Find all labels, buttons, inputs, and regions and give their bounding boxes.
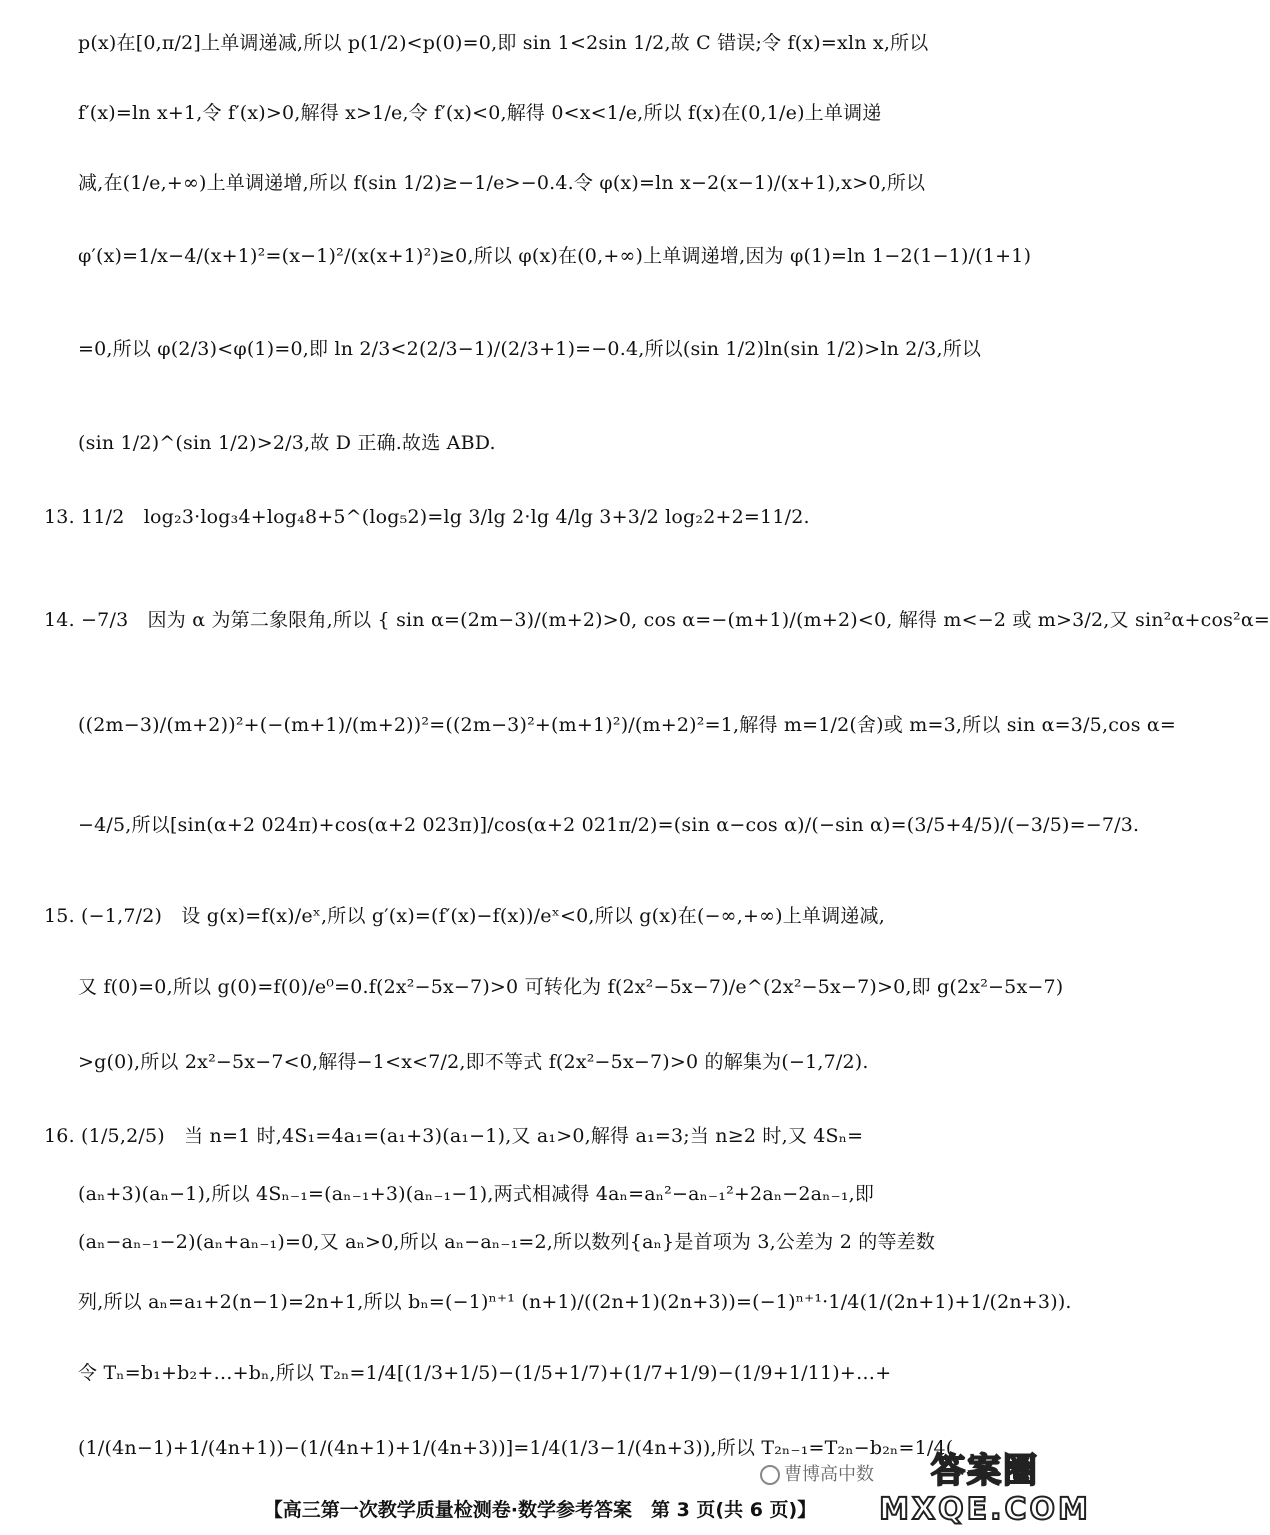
answer-15: 15. (−1,7/2) 设 g(x)=f(x)/eˣ,所以 g′(x)=(f′(x)−f(x))/eˣ<0,所以 g(x)在(−∞,+∞)上单调递减, bbox=[44, 905, 885, 927]
answer-14: 14. −7/3 因为 α 为第二象限角,所以 { sin α=(2m−3)/(m+2)>0, cos α=−(m+1)/(m+2)<0, 解得 m<−2 或 m>3/2,又 sin²α+cos²α= bbox=[44, 609, 1270, 631]
answer-16: 16. (1/5,2/5) 当 n=1 时,4S₁=4a₁=(a₁+3)(a₁−1),又 a₁>0,解得 a₁=3;当 n≥2 时,又 4Sₙ= bbox=[44, 1125, 864, 1147]
text-line: 又 f(0)=0,所以 g(0)=f(0)/e⁰=0.f(2x²−5x−7)>0 可转化为 f(2x²−5x−7)/e^(2x²−5x−7)>0,即 g(2x²−5x−7) bbox=[78, 976, 1064, 998]
logo-bottom-text: MXQE.COM bbox=[879, 1492, 1091, 1527]
text-line: f′(x)=ln x+1,令 f′(x)>0,解得 x>1/e,令 f′(x)<0,解得 0<x<1/e,所以 f(x)在(0,1/e)上单调递 bbox=[78, 102, 882, 124]
text-line: −4/5,所以[sin(α+2 024π)+cos(α+2 023π)]/cos(α+2 021π/2)=(sin α−cos α)/(−sin α)=(3/5+4/5)/(−3/5)=−7/3. bbox=[78, 814, 1140, 836]
text-line: (aₙ−aₙ₋₁−2)(aₙ+aₙ₋₁)=0,又 aₙ>0,所以 aₙ−aₙ₋₁=2,所以数列{aₙ}是首项为 3,公差为 2 的等差数 bbox=[78, 1231, 936, 1253]
text-line: p(x)在[0,π/2]上单调递减,所以 p(1/2)<p(0)=0,即 sin 1<2sin 1/2,故 C 错误;令 f(x)=xln x,所以 bbox=[78, 32, 929, 54]
text-line: 令 Tₙ=b₁+b₂+…+bₙ,所以 T₂ₙ=1/4[(1/3+1/5)−(1/5+1/7)+(1/7+1/9)−(1/9+1/11)+…+ bbox=[78, 1362, 892, 1384]
text-line: (sin 1/2)^(sin 1/2)>2/3,故 D 正确.故选 ABD. bbox=[78, 432, 496, 454]
text-line: ((2m−3)/(m+2))²+(−(m+1)/(m+2))²=((2m−3)²+(m+1)²)/(m+2)²=1,解得 m=1/2(舍)或 m=3,所以 sin α=3/5,cos α= bbox=[78, 714, 1177, 736]
text-line: (1/(4n−1)+1/(4n+1))−(1/(4n+1)+1/(4n+3))]=1/4(1/3−1/(4n+3)),所以 T₂ₙ₋₁=T₂ₙ−b₂ₙ=1/4( bbox=[78, 1437, 954, 1459]
text-line: >g(0),所以 2x²−5x−7<0,解得−1<x<7/2,即不等式 f(2x²−5x−7)>0 的解集为(−1,7/2). bbox=[78, 1051, 869, 1073]
answer-13: 13. 11/2 log₂3·log₃4+log₄8+5^(log₅2)=lg 3/lg 2·lg 4/lg 3+3/2 log₂2+2=11/2. bbox=[44, 506, 810, 528]
text-line: (aₙ+3)(aₙ−1),所以 4Sₙ₋₁=(aₙ₋₁+3)(aₙ₋₁−1),两式相减得 4aₙ=aₙ²−aₙ₋₁²+2aₙ−2aₙ₋₁,即 bbox=[78, 1183, 875, 1205]
text-line: 减,在(1/e,+∞)上单调递增,所以 f(sin 1/2)≥−1/e>−0.4.令 φ(x)=ln x−2(x−1)/(x+1),x>0,所以 bbox=[78, 172, 926, 194]
text-line: 列,所以 aₙ=a₁+2(n−1)=2n+1,所以 bₙ=(−1)ⁿ⁺¹ (n+1)/((2n+1)(2n+3))=(−1)ⁿ⁺¹·1/4(1/(2n+1)+1/(2n+3)). bbox=[78, 1291, 1072, 1313]
watermark-text: 曹博高中数 bbox=[784, 1464, 874, 1485]
page-footer: 【高三第一次教学质量检测卷·数学参考答案 第 3 页(共 6 页)】 bbox=[263, 1499, 817, 1521]
logo-top-text: 答案圈 bbox=[931, 1451, 1039, 1491]
text-line: φ′(x)=1/x−4/(x+1)²=(x−1)²/(x(x+1)²)≥0,所以 φ(x)在(0,+∞)上单调递增,因为 φ(1)=ln 1−2(1−1)/(1+1) bbox=[78, 245, 1032, 267]
wechat-icon bbox=[760, 1465, 780, 1485]
watermark bbox=[760, 1460, 874, 1486]
text-line: =0,所以 φ(2/3)<φ(1)=0,即 ln 2/3<2(2/3−1)/(2/3+1)=−0.4,所以(sin 1/2)ln(sin 1/2)>ln 2/3,所以 bbox=[78, 338, 982, 360]
